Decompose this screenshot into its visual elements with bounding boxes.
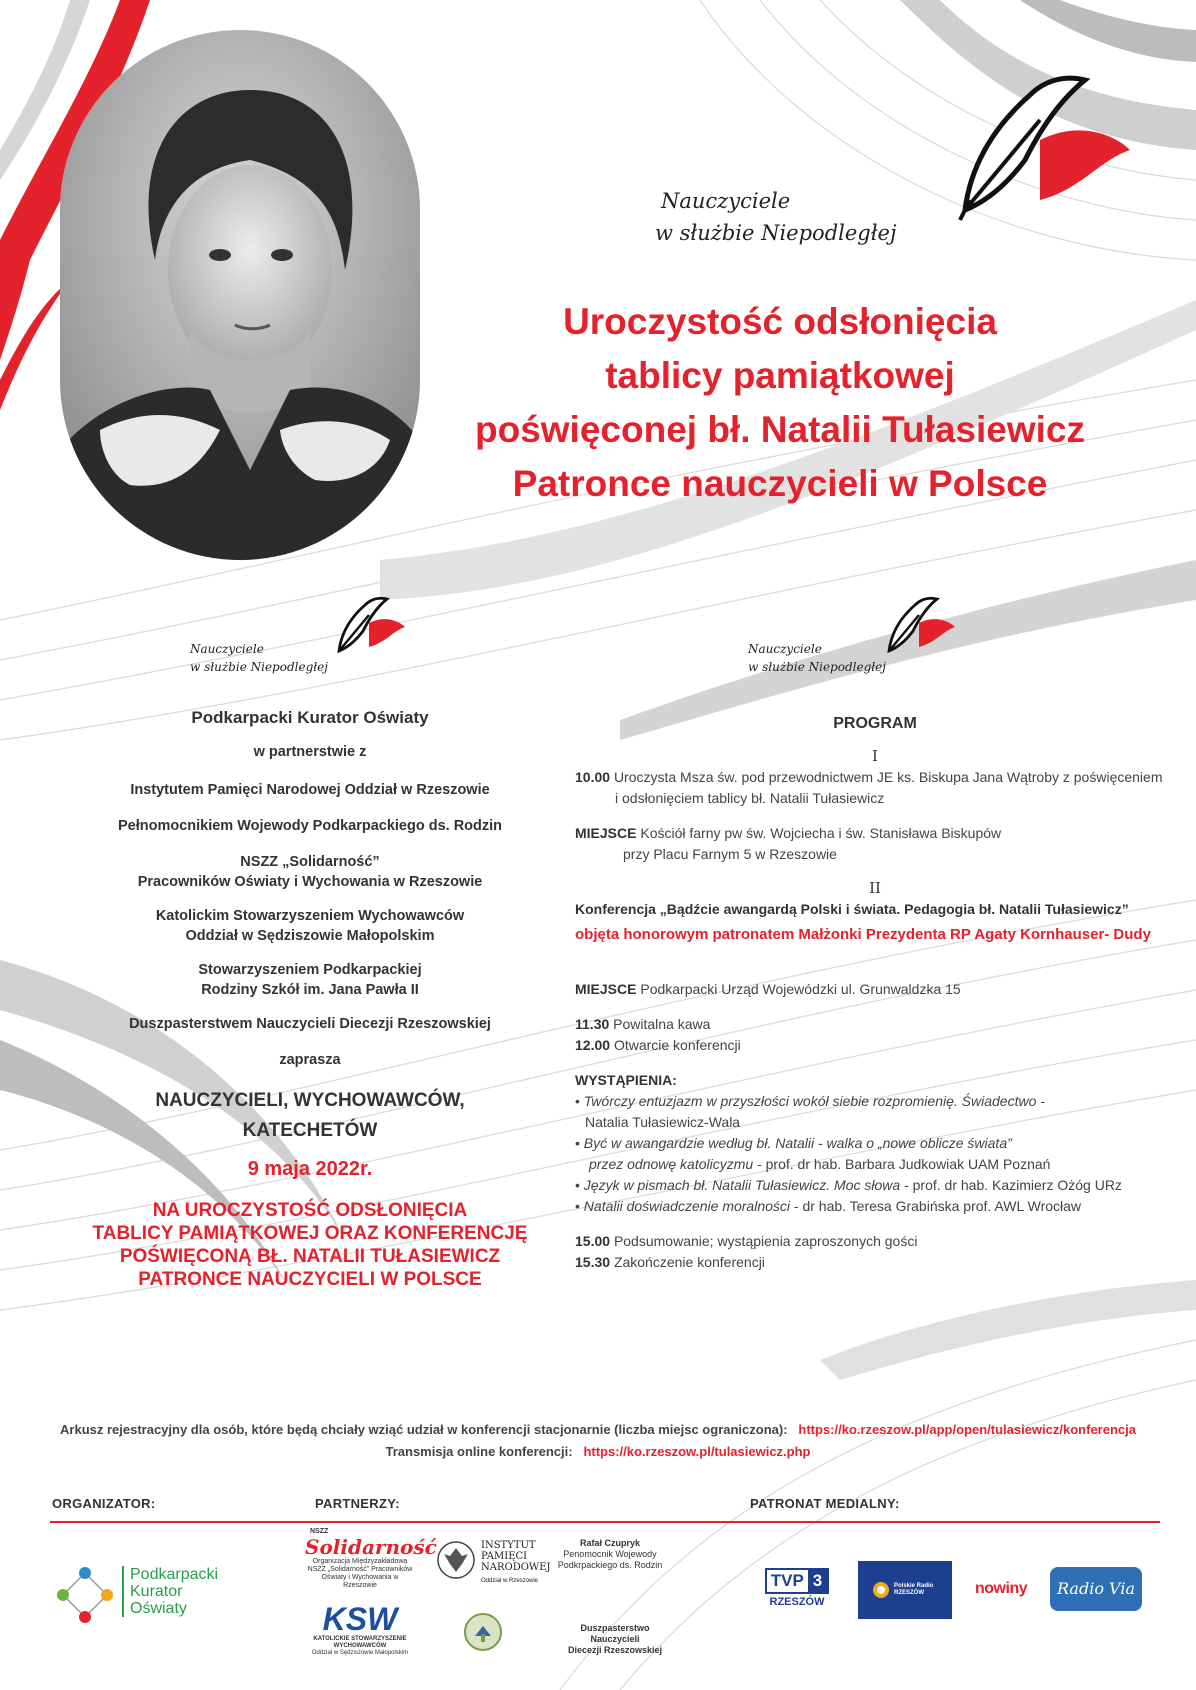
event-line3: POŚWIĘCONĄ BŁ. NATALII TUŁASIEWICZ [119, 1246, 501, 1267]
stream-link[interactable]: https://ko.rzeszow.pl/tulasiewicz.php [583, 1444, 811, 1459]
pko-logo-icon [55, 1565, 115, 1625]
main-title [430, 295, 1130, 511]
mass-text: Uroczysta Msza św. pod przewodnictwem JE ks. Biskupa Jana Wątroby z poświęceniem [613, 769, 1163, 785]
place-label-1: MIEJSCE [575, 825, 637, 841]
event-line2: TABLICY PAMIĄTKOWEJ ORAZ KONFERENCJĘ [92, 1223, 528, 1244]
tvp-number: 3 [808, 1570, 827, 1592]
campaign-signature-small-left [190, 640, 328, 676]
partner-association-2: Rodziny Szkół im. Jana Pawła II [201, 982, 419, 998]
conference-title: Konferencja „Bądźcie awangardą Polski i świata. Pedagogia bł. Natalii Tułasiewicz” [575, 901, 1129, 917]
place-label-2: MIEJSCE [575, 981, 637, 997]
solidarnosc-sub3: Oświaty i Wychowania w Rzeszowie [321, 1574, 399, 1589]
time-1530: 15.30 [575, 1254, 611, 1270]
partnership-label: w partnerstwie z [253, 744, 367, 760]
portrait-photo [60, 30, 420, 560]
duszpasterstwo-emblem-icon [463, 1612, 503, 1652]
title-line3: poświęconej bł. Natalii Tułasiewicz [475, 409, 1085, 450]
duszp-line1: Duszpasterstwo Nauczycieli [580, 1623, 650, 1644]
title-line2: tablicy pamiątkowej [605, 355, 955, 396]
ksw-sub2: Oddział w Sędziszowie Małopolskim [311, 1650, 409, 1656]
radio-via-logo: Radio Via [1050, 1567, 1142, 1611]
summary-label: Podsumowanie; wystąpienia zaproszonych gości [613, 1233, 918, 1249]
registration-link[interactable]: https://ko.rzeszow.pl/app/open/tulasiewicz/konferencja [798, 1422, 1136, 1437]
organizer-label: ORGANIZATOR: [52, 1496, 156, 1511]
invitation-column [60, 708, 560, 1291]
ksw-wordmark: KSW [322, 1601, 398, 1637]
ipn-sub: Oddział w Rzeszowie [481, 1578, 539, 1584]
campaign-line1-small-r: Nauczyciele [748, 642, 822, 656]
quill-icon-small-left [325, 590, 405, 660]
media-label: PATRONAT MEDIALNY: [750, 1496, 900, 1511]
mass-time: 10.00 [575, 769, 611, 785]
ipn-line1: INSTYTUT [481, 1540, 536, 1551]
pr-line1: Polskie Radio [894, 1583, 934, 1589]
talk1-speaker: Natalia Tułasiewicz-Wala [585, 1114, 741, 1130]
stream-line [0, 1444, 1196, 1459]
campaign-line1-small: Nauczyciele [190, 642, 264, 656]
ipn-line3: NARODOWEJ [481, 1562, 551, 1573]
czupryk-line2: Podkrpackiego ds. Rodzin [557, 1560, 663, 1570]
talk4-title: Natalii doświadczenie moralności [583, 1198, 791, 1214]
pr-line2: RZESZÓW [894, 1590, 924, 1596]
partner-solidarnosc-2: Pracowników Oświaty i Wychowania w Rzeszowie [137, 874, 483, 890]
polskie-radio-icon [872, 1581, 890, 1599]
audience-line2: KATECHETÓW [242, 1120, 378, 1141]
audience-line1: NAUCZYCIELI, WYCHOWAWCÓW, [155, 1090, 465, 1111]
event-line4: PATRONCE NAUCZYCIELI W POLSCE [138, 1269, 482, 1290]
campaign-line1: Nauczyciele [661, 189, 791, 213]
czupryk-line1: Penomocnik Wojewody [563, 1549, 657, 1559]
pko-logo-text [122, 1566, 218, 1617]
place-1b: przy Placu Farnym 5 w Rzeszowie [623, 846, 837, 862]
ksw-logo [300, 1602, 420, 1657]
pko-line2: Kurator [130, 1583, 183, 1600]
talk2-title-2: przez odnowę katolicyzmu [589, 1156, 754, 1172]
organizer-name: Podkarpacki Kurator Oświaty [191, 708, 429, 727]
coffee-label: Powitalna kawa [613, 1016, 711, 1032]
title-line4: Patronce nauczycieli w Polsce [512, 463, 1048, 504]
registration-line [0, 1422, 1196, 1437]
plenipotentiary-logo [550, 1538, 670, 1571]
title-line1: Uroczystość odsłonięcia [563, 301, 997, 342]
place-1: Kościół farny pw św. Wojciecha i św. Stanisława Biskupów [640, 825, 1002, 841]
time-1130: 11.30 [575, 1016, 610, 1032]
partner-ipn: Instytutem Pamięci Narodowej Oddział w Rzeszowie [130, 782, 490, 798]
partner-ministry: Duszpasterstwem Nauczycieli Diecezji Rzeszowskiej [129, 1016, 491, 1032]
talk3-title: Język w pismach bł. Natalii Tułasiewicz. Moc słowa [583, 1177, 901, 1193]
partner-solidarnosc: NSZZ „Solidarność” [240, 854, 380, 870]
time-1200: 12.00 [575, 1037, 611, 1053]
event-date: 9 maja 2022r. [247, 1158, 373, 1180]
solidarnosc-logo [305, 1528, 437, 1590]
program-header: PROGRAM [833, 715, 917, 732]
solidarnosc-sub2: NSZZ „Solidarność” Pracowników [307, 1566, 413, 1573]
portrait-illustration [60, 30, 420, 560]
patronage-note: objęta honorowym patronatem Małżonki Prezydenta RP Agaty Kornhauser- Dudy [575, 926, 1151, 943]
solidarnosc-top: NSZZ [310, 1528, 329, 1535]
nowiny-logo: nowiny [975, 1580, 1028, 1597]
duszp-line2: Diecezji Rzeszowskiej [567, 1645, 663, 1655]
place-2: Podkarpacki Urząd Wojewódzki ul. Grunwaldzka 15 [640, 981, 961, 997]
campaign-line2-small: w służbie Niepodległej [190, 660, 328, 674]
solidarnosc-sub1: Organizacja Międzyzakładowa [312, 1558, 408, 1565]
talks-header: WYSTĄPIENIA: [575, 1072, 677, 1088]
talk3-speaker: - prof. dr hab. Kazimierz Ożóg URz [900, 1177, 1122, 1193]
ksw-sub1: KATOLICKIE STOWARZYSZENIE WYCHOWAWCÓW [313, 1636, 407, 1649]
footer-divider [50, 1521, 1160, 1523]
pko-line3: Oświaty [130, 1600, 187, 1617]
stream-text: Transmisja online konferencji: [385, 1444, 573, 1459]
ipn-eagle-icon [436, 1540, 476, 1580]
tvp-wordmark: TVP [770, 1571, 804, 1590]
ipn-logo-text [481, 1540, 551, 1587]
talk2-speaker: - prof. dr hab. Barbara Judkowiak UAM Poznań [753, 1156, 1051, 1172]
partner-plenipotentiary: Pełnomocnikiem Wojewody Podkarpackiego ds. Rodzin [117, 818, 503, 834]
program-column: PROGRAM I 10.00 Uroczysta Msza św. pod przewodnictwem JE ks. Biskupa Jana Wątroby z poświęceniem i odsłonięciem tablicy bł. Natalii Tułasiewicz MIEJSCE Kościół farny pw św. Wojciecha i św. Stanisława Biskupów przy Placu Farnym 5 w Rzeszowie II Konferencja „Bądźcie awangardą Polski i świata. Pedagogia bł. Natalii Tułasiewicz” objęta honorowym patronatem Małżonki Prezydenta RP Agaty Kornhauser- Dudy MIEJSCE Podkarpacki Urząd Wojewódzki ul. Grunwaldzka 15 11.30 Powitalna kawa 12.00 Otwarcie konferencji WYSTĄPIENIA: • Twórczy entuzjazm w przyszłości wokół siebie rozpromienię. Świadectwo - Natalia Tułasiewicz-Wala • Być w awangardzie według bł. Natalii - walka o „nowe oblicze świata” przez odnowę katolicyzmu - prof. dr hab. Barbara Judkowiak UAM Poznań • Język w pismach bł. Natalii Tułasiewicz. Moc słowa - prof. dr hab. Kazimierz Ożóg URz • Natalii doświadczenie moralności - dr hab. Teresa Grabińska prof. AWL Wrocław 15.00 Podsumowanie; wystąpienia zaproszonych gości 15.30 Zakończenie konferencji [575, 715, 1175, 1273]
duszpasterstwo-text [555, 1623, 675, 1656]
opening-label: Otwarcie konferencji [613, 1037, 741, 1053]
czupryk-name: Rafał Czupryk [579, 1538, 641, 1548]
campaign-line2-small-r: w służbie Niepodległej [748, 660, 886, 674]
invites-label: zaprasza [279, 1052, 341, 1068]
talk1-title: Twórczy entuzjazm w przyszłości wokół siebie rozpromienię. Świadectwo - [583, 1093, 1045, 1109]
pko-line1: Podkarpacki [130, 1566, 219, 1583]
tvp3-logo [760, 1568, 834, 1608]
polskie-radio-logo [858, 1561, 952, 1619]
registration-text: Arkusz rejestracyjny dla osób, które będą chciały wziąć udział w konferencji stacjonarnie (liczba miejsc ograniczona): [60, 1422, 788, 1437]
partners-label: PARTNERZY: [315, 1496, 400, 1511]
ipn-line2: PAMIĘCI [481, 1551, 528, 1562]
part2-number: II [869, 879, 881, 897]
quill-icon-small-right [875, 590, 955, 660]
partner-ksw-2: Oddział w Sędziszowie Małopolskim [185, 928, 435, 944]
partner-association: Stowarzyszeniem Podkarpackiej [198, 962, 422, 978]
time-1500: 15.00 [575, 1233, 611, 1249]
solidarnosc-wordmark: Solidarność [305, 1535, 437, 1559]
quill-icon [930, 60, 1130, 230]
event-line1: NA UROCZYSTOŚĆ ODSŁONIĘCIA [152, 1200, 468, 1221]
tvp-city: RZESZÓW [769, 1596, 825, 1608]
closing-label: Zakończenie konferencji [613, 1254, 765, 1270]
part1-number: I [872, 747, 878, 765]
talk2-title: Być w awangardzie według bł. Natalii - walka o „nowe oblicze świata” [583, 1135, 1012, 1151]
campaign-signature-small-right [748, 640, 886, 676]
campaign-signature [655, 185, 896, 249]
mass-text-2: i odsłonięciem tablicy bł. Natalii Tułasiewicz [615, 790, 885, 806]
talk4-speaker: - dr hab. Teresa Grabińska prof. AWL Wrocław [790, 1198, 1082, 1214]
campaign-line2: w służbie Niepodległej [655, 221, 897, 245]
partner-ksw: Katolickim Stowarzyszeniem Wychowawców [155, 908, 465, 924]
